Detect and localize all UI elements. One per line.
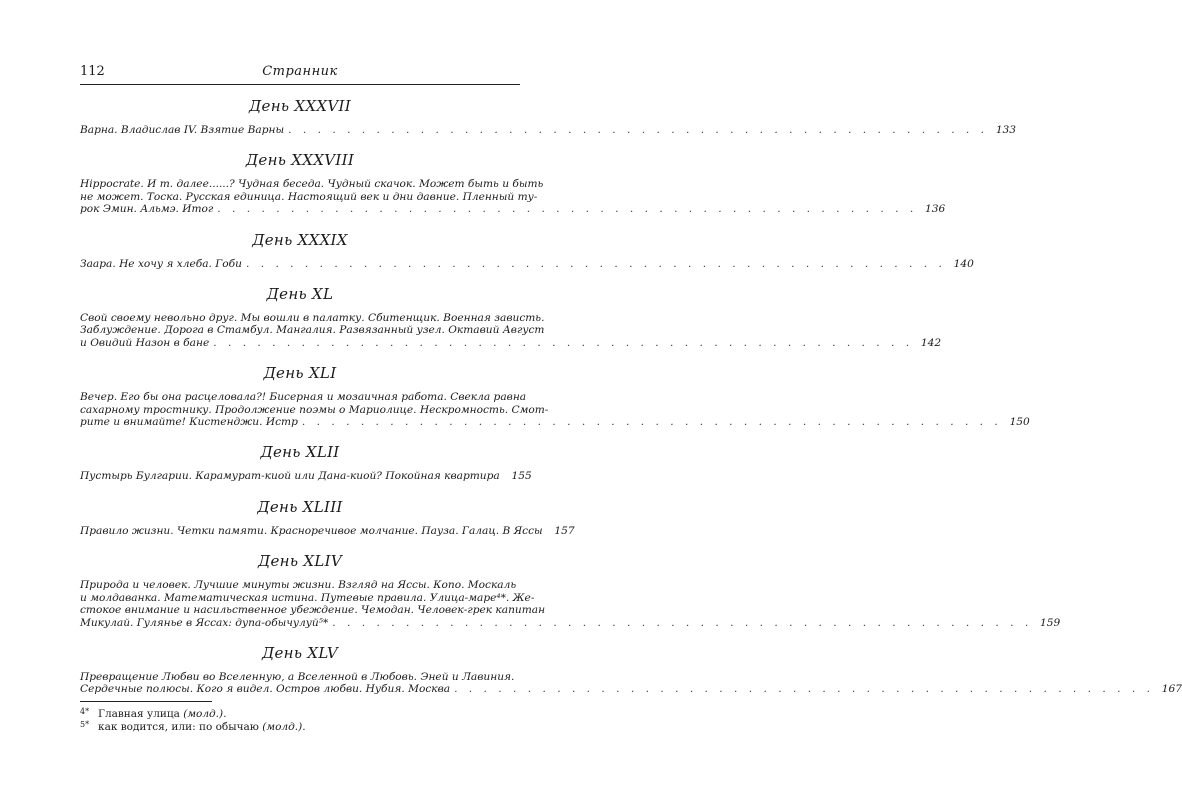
toc-section bbox=[80, 643, 1182, 696]
toc-entry[interactable] bbox=[80, 312, 942, 349]
entry-last-line bbox=[80, 203, 946, 216]
entry-text: Заара. Не хочу я хлеба. Гоби bbox=[80, 257, 242, 270]
footnote bbox=[80, 721, 520, 734]
toc-entry[interactable] bbox=[80, 124, 1017, 136]
entry-last-line bbox=[80, 524, 575, 537]
toc-entry[interactable] bbox=[80, 470, 532, 483]
page-reference: 136 bbox=[924, 203, 946, 216]
toc-section bbox=[80, 442, 532, 483]
footnote-text bbox=[98, 708, 226, 721]
entry-text-line: Заблуждение. Дорога в Стамбул. Мангалия. Развязанный узел. Октавий Август bbox=[80, 324, 545, 337]
entry-text: и Овидий Назон в бане bbox=[80, 336, 210, 349]
page-number: 112 bbox=[80, 64, 105, 79]
page-reference: 142 bbox=[920, 336, 942, 349]
toc-entry[interactable] bbox=[80, 257, 974, 270]
dot-leader: . . . . . . . . . . . . . . . . . . . . . . . . . . . . . . . . . . . . . . . . . . . . . . . . bbox=[332, 616, 1033, 629]
toc-section bbox=[80, 497, 575, 537]
page-reference: 155 bbox=[511, 470, 532, 483]
dot-leader: . . . . . . . . . . . . . . . . . . . . . . . . . . . . . . . . . . . . . . . . . . . . . . . . bbox=[245, 257, 946, 270]
toc-entry[interactable] bbox=[80, 524, 575, 537]
entry-last-line bbox=[80, 470, 532, 483]
toc-section bbox=[80, 363, 1030, 429]
entry-text-line: Свой своему невольно друг. Мы вошли в палатку. Сбитенщик. Военная зависть. bbox=[80, 312, 545, 325]
day-heading: День XLI bbox=[263, 364, 337, 383]
entry-text-line: и молдаванка. Математическая истина. Путевые правила. Улица-маре⁴*. Же- bbox=[80, 591, 535, 604]
entry-text: Правило жизни. Четки памяти. Красноречивое молчание. Пауза. Галац. В Яссы bbox=[80, 524, 543, 537]
page-reference: 150 bbox=[1009, 416, 1030, 429]
entry-text: Микулай. Гулянье в Яссах: дупа-обычулуй⁵* bbox=[80, 616, 329, 629]
toc-section bbox=[80, 284, 942, 349]
dot-leader: . . . . . . . . . . . . . . . . . . . . . . . . . . . . . . . . . . . . . . . . . . . . . . . . bbox=[217, 203, 918, 216]
entry-text-line: Природа и человек. Лучшие минуты жизни. Взгляд на Яссы. Копо. Москаль bbox=[80, 579, 517, 592]
entry-text: рок Эмин. Альмэ. Итог bbox=[80, 203, 214, 216]
entry-text-line: Вечер. Его бы она расцеловала?! Бисерная и мозаичная работа. Свекла равна bbox=[80, 391, 527, 404]
footnote-body: Главная улица bbox=[98, 708, 180, 720]
header-rule bbox=[80, 84, 520, 85]
entry-last-line bbox=[80, 616, 1061, 629]
footnote-text bbox=[98, 721, 306, 734]
page-reference: 159 bbox=[1039, 616, 1061, 629]
entry-text: рите и внимайте! Кистенджи. Истр bbox=[80, 416, 298, 429]
day-heading: День XLIV bbox=[258, 552, 342, 571]
entry-text-line: Превращение Любви во Вселенную, а Вселенной в Любовь. Эней и Лавиния. bbox=[80, 670, 515, 683]
footnotes bbox=[80, 708, 520, 734]
entry-text: Сердечные полюсы. Кого я видел. Остров любви. Нубия. Москва bbox=[80, 683, 451, 696]
day-heading: День XLIII bbox=[257, 497, 343, 516]
toc-entry[interactable] bbox=[80, 391, 1030, 429]
entry-text-line: не может. Тоска. Русская единица. Настоящий век и дни давние. Пленный ту- bbox=[80, 190, 538, 203]
toc-entry[interactable] bbox=[80, 178, 946, 216]
footnote-gloss: (молд.). bbox=[183, 708, 227, 720]
entry-text-line: сахарному тростнику. Продолжение поэмы о Мариолице. Нескромность. Смот- bbox=[80, 403, 549, 416]
running-title: Странник bbox=[262, 64, 338, 79]
entry-text: Пустырь Булгарии. Карамурат-киой или Дана-киой? Покойная квартира bbox=[80, 470, 500, 483]
footnote-gloss: (молд.). bbox=[262, 721, 306, 733]
toc-section bbox=[80, 551, 1061, 629]
entry-text: Варна. Владислав IV. Взятие Варны bbox=[80, 124, 285, 136]
entry-last-line bbox=[80, 683, 1182, 696]
day-heading: День XXXIX bbox=[252, 230, 348, 249]
dot-leader: . . . . . . . . . . . . . . . . . . . . . . . . . . . . . . . . . . . . . . . . . . . . . . . . bbox=[213, 336, 914, 349]
table-of-contents bbox=[80, 96, 1182, 710]
entry-last-line bbox=[80, 124, 1017, 136]
entry-text-line: Hippocrate. И т. далее......? Чудная беседа. Чудный скачок. Может быть и быть bbox=[80, 178, 544, 191]
day-heading: День XXXVIII bbox=[245, 151, 355, 170]
page-reference: 140 bbox=[953, 257, 974, 270]
day-heading: День XLV bbox=[262, 643, 338, 662]
footnote-rule bbox=[80, 701, 212, 702]
toc-entry[interactable] bbox=[80, 579, 1061, 629]
page-header bbox=[80, 64, 520, 82]
day-heading: День XL bbox=[266, 285, 334, 304]
page-reference: 133 bbox=[995, 124, 1017, 136]
entry-last-line bbox=[80, 257, 974, 270]
toc-section bbox=[80, 96, 1017, 136]
toc-section bbox=[80, 230, 974, 270]
entry-last-line bbox=[80, 336, 942, 349]
footnote-mark: 5* bbox=[80, 720, 90, 729]
dot-leader: . . . . . . . . . . . . . . . . . . . . . . . . . . . . . . . . . . . . . . . . . . . . . . . . bbox=[301, 416, 1002, 429]
footnote-body: как водится, или: по обычаю bbox=[98, 721, 259, 733]
toc-section bbox=[80, 150, 946, 216]
toc-entry[interactable] bbox=[80, 670, 1182, 696]
day-heading: День XLII bbox=[260, 443, 340, 462]
dot-leader: . . . . . . . . . . . . . . . . . . . . . . . . . . . . . . . . . . . . . . . . . . . . . . . . bbox=[454, 683, 1154, 696]
entry-last-line bbox=[80, 416, 1030, 429]
footnote-mark: 4* bbox=[80, 707, 90, 716]
entry-text-line: стокое внимание и насильственное убеждение. Чемодан. Человек-грек капитан bbox=[80, 604, 546, 617]
dot-leader: . . . . . . . . . . . . . . . . . . . . . . . . . . . . . . . . . . . . . . . . . . . . . . . . bbox=[288, 124, 989, 136]
footnote bbox=[80, 708, 520, 721]
page-reference: 157 bbox=[554, 524, 575, 537]
day-heading: День XXXVII bbox=[249, 97, 351, 115]
page-reference: 167 bbox=[1161, 683, 1182, 696]
